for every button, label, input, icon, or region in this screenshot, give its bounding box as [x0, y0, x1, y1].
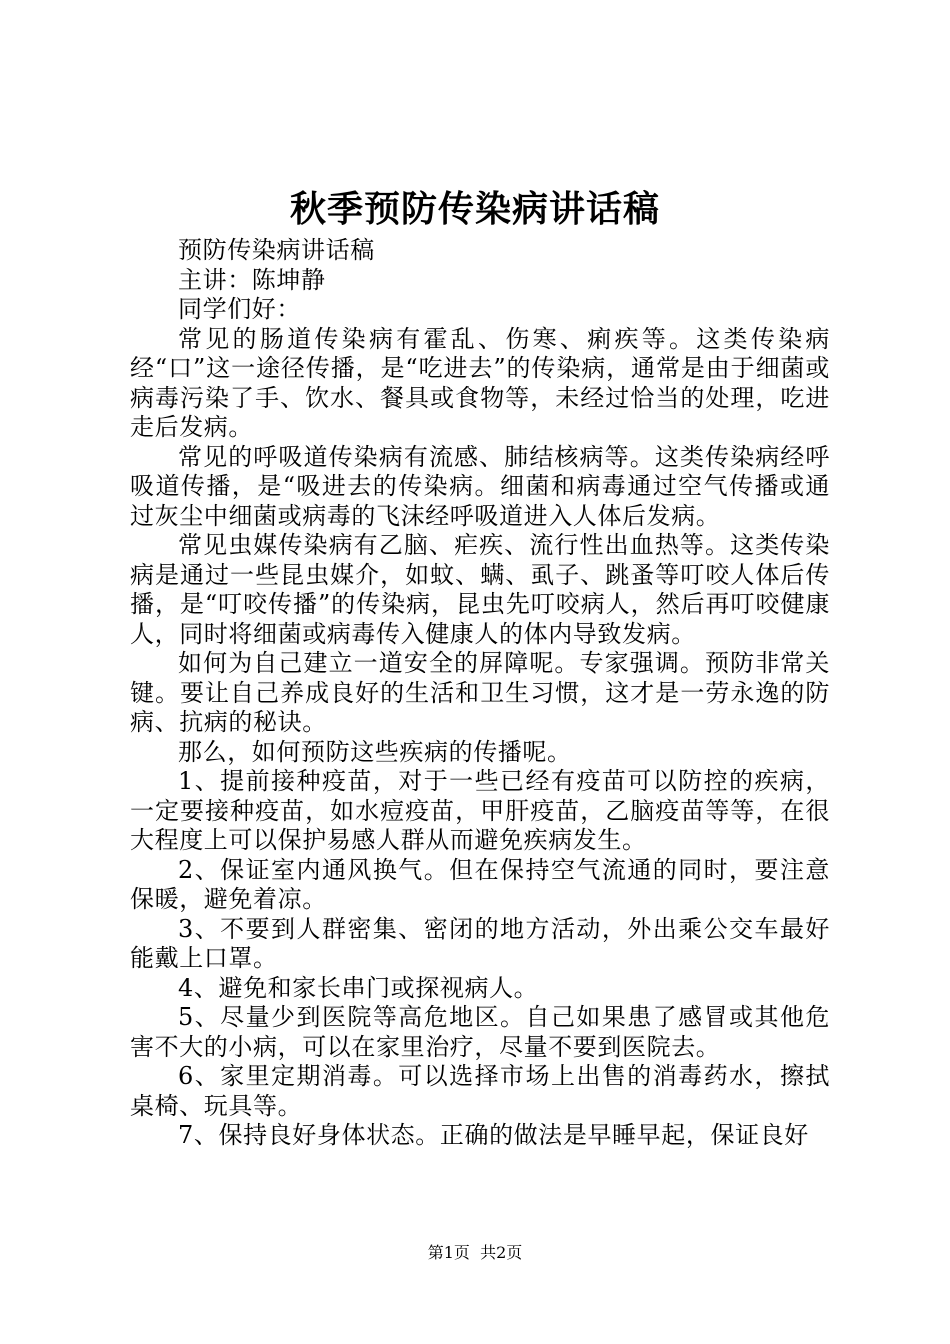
paragraph-item-5: 5、尽量少到医院等高危地区。自己如果患了感冒或其他危害不大的小病，可以在家里治疗，尽量不要到医院去。 — [130, 1003, 830, 1061]
paragraph-item-7: 7、保持良好身体状态。正确的做法是早睡早起，保证良好 — [178, 1121, 809, 1149]
page-footer — [0, 1243, 950, 1263]
paragraph-intestinal: 常见的肠道传染病有霍乱、伤寒、痢疾等。这类传染病经“口”这一途径传播，是“吃进去”的传染病，通常是由于细菌或病毒污染了手、饮水、餐具或食物等，未经过恰当的处理，吃进走后发病。 — [130, 324, 830, 441]
paragraph-speaker: 主讲：陈坤静 — [178, 265, 326, 294]
paragraph-item-4: 4、避免和家长串门或探视病人。 — [178, 973, 539, 1002]
paragraph-item-3: 3、不要到人群密集、密闭的地方活动，外出乘公交车最好能戴上口罩。 — [130, 914, 830, 972]
document-body — [130, 236, 830, 1151]
paragraph-greeting: 同学们好： — [178, 295, 301, 323]
paragraph-item-2: 2、保证室内通风换气。但在保持空气流通的同时，要注意保暖，避免着凉。 — [130, 855, 830, 913]
paragraph-subtitle: 预防传染病讲话稿 — [178, 236, 375, 264]
page-number-label: 第1页 共2页 — [427, 1243, 523, 1262]
paragraph-respiratory: 常见的呼吸道传染病有流感、肺结核病等。这类传染病经呼吸道传播，是“吸进去的传染病。细菌和病毒通过空气传播或通过灰尘中细菌或病毒的飞沫经呼吸道进入人体后发病。 — [130, 442, 830, 530]
paragraph-how-to-prevent: 那么，如何预防这些疾病的传播呢。 — [178, 737, 572, 766]
paragraph-item-6: 6、家里定期消毒。可以选择市场上出售的消毒药水，擦拭桌椅、玩具等。 — [130, 1062, 830, 1120]
paragraph-vector-borne: 常见虫媒传染病有乙脑、疟疾、流行性出血热等。这类传染病是通过一些昆虫媒介，如蚊、螨、虱子、跳蚤等叮咬人体后传播，是“叮咬传播”的传染病，昆虫先叮咬病人，然后再叮咬健康人，同时将细菌或病毒传入健康人的体内导致发病。 — [130, 531, 830, 648]
document-title: 秋季预防传染病讲话稿 — [289, 188, 660, 230]
paragraph-barrier: 如何为自己建立一道安全的屏障呢。专家强调。预防非常关键。要让自己养成良好的生活和卫生习惯，这才是一劳永逸的防病、抗病的秘诀。 — [130, 649, 830, 736]
paragraph-item-1: 1、提前接种疫苗，对于一些已经有疫苗可以防控的疾病，一定要接种疫苗，如水痘疫苗，甲肝疫苗，乙脑疫苗等等，在很大程度上可以保护易感人群从而避免疾病发生。 — [130, 767, 830, 854]
